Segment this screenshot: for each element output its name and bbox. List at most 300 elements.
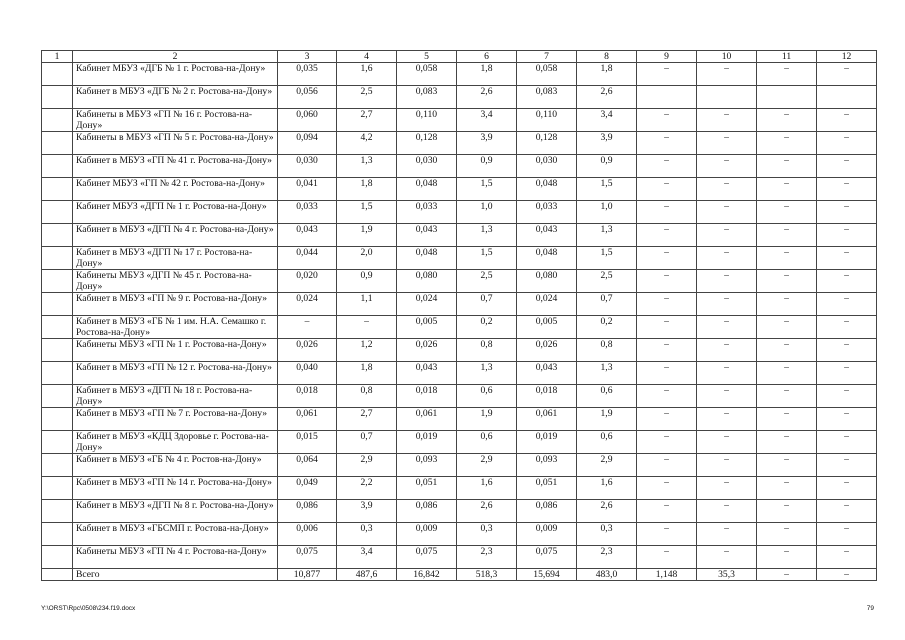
table-cell: 0,9 [457, 155, 517, 178]
table-cell: 3,9 [577, 132, 637, 155]
facility-name-cell: Кабинет в МБУЗ «ДГП № 18 г. Ростова-на-Дону» [73, 385, 278, 408]
table-cell: 0,030 [278, 155, 337, 178]
table-row [42, 316, 877, 339]
table-cell: 0,018 [278, 385, 337, 408]
table-cell: – [637, 546, 697, 569]
table-row [42, 500, 877, 523]
table-cell: 0,018 [517, 385, 577, 408]
facility-name-cell: Кабинет в МБУЗ «КДЦ Здоровье г. Ростова-на-Дону» [73, 431, 278, 454]
table-cell: 0,061 [397, 408, 457, 431]
table-cell: – [697, 477, 757, 500]
table-cell: – [637, 270, 697, 293]
table-cell: 0,093 [397, 454, 457, 477]
table-row [42, 454, 877, 477]
table-cell: – [697, 523, 757, 546]
table-row [42, 523, 877, 546]
table-cell: – [817, 408, 877, 431]
table-cell: – [817, 523, 877, 546]
table-cell: 3,9 [337, 500, 397, 523]
table-cell: 0,048 [517, 247, 577, 270]
table-cell [757, 86, 817, 109]
table-cell: – [637, 339, 697, 362]
table-cell: 0,051 [397, 477, 457, 500]
table-cell: 0,024 [278, 293, 337, 316]
table-cell: – [817, 431, 877, 454]
table-body [42, 63, 877, 581]
table-cell: 1,8 [457, 63, 517, 86]
table-cell: – [817, 201, 877, 224]
table-cell [817, 86, 877, 109]
table-cell: 0,3 [457, 523, 517, 546]
table-cell: 1,3 [337, 155, 397, 178]
table-cell: 0,015 [278, 431, 337, 454]
table-cell: – [817, 385, 877, 408]
table-cell: 2,7 [337, 109, 397, 132]
table-cell: – [637, 362, 697, 385]
table-cell: 0,9 [337, 270, 397, 293]
table-cell: – [757, 132, 817, 155]
column-header: 5 [397, 51, 457, 63]
table-cell: 2,6 [457, 86, 517, 109]
table-cell: 2,9 [457, 454, 517, 477]
total-cell: 487,6 [337, 569, 397, 581]
table-cell: 0,024 [397, 293, 457, 316]
table-cell: 1,9 [577, 408, 637, 431]
table-cell: – [637, 500, 697, 523]
table-cell: – [817, 155, 877, 178]
table-row [42, 385, 877, 408]
table-cell: 0,7 [337, 431, 397, 454]
table-cell [42, 86, 73, 109]
table-cell: – [637, 408, 697, 431]
column-header: 2 [73, 51, 278, 63]
table-cell: – [697, 431, 757, 454]
table-cell: 1,5 [457, 247, 517, 270]
table-cell: 0,7 [457, 293, 517, 316]
table-row [42, 109, 877, 132]
table-cell: 0,110 [517, 109, 577, 132]
table-cell: – [637, 431, 697, 454]
column-header: 1 [42, 51, 73, 63]
table-cell: 0,051 [517, 477, 577, 500]
table-cell: 0,018 [397, 385, 457, 408]
column-header: 8 [577, 51, 637, 63]
table-cell: – [697, 109, 757, 132]
table-cell: – [697, 500, 757, 523]
table-cell: 0,058 [397, 63, 457, 86]
table-row [42, 247, 877, 270]
table-cell: 0,049 [278, 477, 337, 500]
column-header: 11 [757, 51, 817, 63]
total-cell: 16,842 [397, 569, 457, 581]
table-cell: – [697, 339, 757, 362]
table-cell: 1,2 [337, 339, 397, 362]
table-cell: 0,6 [577, 385, 637, 408]
table-cell: – [757, 385, 817, 408]
table-cell: – [817, 63, 877, 86]
table-cell: – [817, 454, 877, 477]
table-cell: – [637, 132, 697, 155]
table-row [42, 293, 877, 316]
table-cell: 0,083 [397, 86, 457, 109]
table-cell: 0,030 [517, 155, 577, 178]
table-cell: – [637, 247, 697, 270]
facility-name-cell: Кабинет в МБУЗ «ДГП № 8 г. Ростова-на-Дону» [73, 500, 278, 523]
table-cell: 2,9 [337, 454, 397, 477]
table-cell: – [697, 546, 757, 569]
table-cell: – [757, 362, 817, 385]
table-cell [42, 523, 73, 546]
table-cell: – [757, 109, 817, 132]
table-cell [42, 477, 73, 500]
table-cell: – [637, 63, 697, 86]
table-cell: 0,6 [457, 431, 517, 454]
table-cell [42, 224, 73, 247]
table-cell: – [757, 155, 817, 178]
table-cell: – [757, 339, 817, 362]
facility-name-cell: Кабинет МБУЗ «ДГБ № 1 г. Ростова-на-Дону» [73, 63, 278, 86]
table-row [42, 63, 877, 86]
table-cell [42, 155, 73, 178]
table-cell: 1,3 [577, 362, 637, 385]
table-cell: 0,043 [517, 362, 577, 385]
table-cell: 1,3 [457, 224, 517, 247]
facility-name-cell: Кабинет в МБУЗ «ДГП № 4 г. Ростова-на-Дону» [73, 224, 278, 247]
table-cell [697, 86, 757, 109]
table-cell: 0,043 [517, 224, 577, 247]
table-row [42, 477, 877, 500]
table-cell: 0,048 [397, 247, 457, 270]
table-cell: 0,026 [278, 339, 337, 362]
table-cell: 2,5 [457, 270, 517, 293]
table-cell [42, 500, 73, 523]
column-header: 12 [817, 51, 877, 63]
table-cell: 2,3 [457, 546, 517, 569]
table-cell: 0,060 [278, 109, 337, 132]
table-cell: – [817, 178, 877, 201]
total-cell: – [817, 569, 877, 581]
table-cell: 0,6 [457, 385, 517, 408]
table-cell: 2,6 [457, 500, 517, 523]
table-cell: 0,8 [577, 339, 637, 362]
table-cell: 0,019 [517, 431, 577, 454]
table-cell: 1,9 [337, 224, 397, 247]
table-row [42, 86, 877, 109]
table-cell: 0,080 [517, 270, 577, 293]
table-cell: 2,3 [577, 546, 637, 569]
table-cell: – [697, 178, 757, 201]
facility-name-cell: Кабинет в МБУЗ «ГБ № 4 г. Ростов-на-Дону» [73, 454, 278, 477]
table-cell: – [337, 316, 397, 339]
total-cell: 483,0 [577, 569, 637, 581]
table-cell: – [757, 178, 817, 201]
column-header: 10 [697, 51, 757, 63]
table-cell: – [697, 362, 757, 385]
table-cell [42, 178, 73, 201]
table-row [42, 339, 877, 362]
table-cell: 1,5 [457, 178, 517, 201]
header-row [42, 51, 877, 63]
page-number: 79 [866, 605, 874, 612]
table-cell: 0,020 [278, 270, 337, 293]
table-cell: 1,9 [457, 408, 517, 431]
table-cell: – [817, 247, 877, 270]
table-cell: 0,064 [278, 454, 337, 477]
table-cell: 0,048 [397, 178, 457, 201]
table-cell: 0,044 [278, 247, 337, 270]
table-cell: 0,033 [397, 201, 457, 224]
table-cell: – [757, 270, 817, 293]
table-cell [42, 63, 73, 86]
total-cell: 35,3 [697, 569, 757, 581]
total-label: Всего [73, 569, 278, 581]
table-cell [42, 431, 73, 454]
table-cell [637, 86, 697, 109]
table-cell: – [757, 63, 817, 86]
facility-name-cell: Кабинеты МБУЗ «ГП № 4 г. Ростова-на-Дону» [73, 546, 278, 569]
table-cell: – [637, 155, 697, 178]
facility-name-cell: Кабинет в МБУЗ «ГБСМП г. Ростова-на-Дону» [73, 523, 278, 546]
table-cell: 0,075 [278, 546, 337, 569]
table-cell: 0,128 [517, 132, 577, 155]
facility-name-cell: Кабинет в МБУЗ «ДГБ № 2 г. Ростова-на-Дону» [73, 86, 278, 109]
table-cell: – [637, 109, 697, 132]
table-cell: 1,5 [577, 178, 637, 201]
table-cell: – [817, 293, 877, 316]
total-cell: 15,694 [517, 569, 577, 581]
table-cell: 3,9 [457, 132, 517, 155]
table-cell: 3,4 [577, 109, 637, 132]
table-cell: 2,5 [337, 86, 397, 109]
facility-name-cell: Кабинет в МБУЗ «ГП № 9 г. Ростова-на-Дону» [73, 293, 278, 316]
file-path: Y:\ORST\Rpc\0508\234.f19.docx [41, 605, 136, 612]
table-row [42, 408, 877, 431]
table-cell: – [697, 385, 757, 408]
column-header: 4 [337, 51, 397, 63]
table-cell: – [817, 339, 877, 362]
table-cell: 2,9 [577, 454, 637, 477]
total-cell: 1,148 [637, 569, 697, 581]
table-cell: 0,8 [337, 385, 397, 408]
table-cell: – [637, 178, 697, 201]
facility-name-cell: Кабинет в МБУЗ «ГП № 41 г. Ростова-на-Дону» [73, 155, 278, 178]
total-cell: 518,3 [457, 569, 517, 581]
table-cell: – [697, 132, 757, 155]
table-cell: 0,083 [517, 86, 577, 109]
table-cell: 0,009 [397, 523, 457, 546]
facility-name-cell: Кабинет в МБУЗ «ДГП № 17 г. Ростова-на-Дону» [73, 247, 278, 270]
table-cell: 0,2 [577, 316, 637, 339]
table-cell: 1,6 [457, 477, 517, 500]
table-row [42, 132, 877, 155]
table-cell: – [637, 224, 697, 247]
table-cell: 0,043 [397, 362, 457, 385]
table-cell: – [817, 362, 877, 385]
table-cell: 0,075 [517, 546, 577, 569]
table-cell: – [697, 408, 757, 431]
table-cell: 2,6 [577, 86, 637, 109]
table-row [42, 270, 877, 293]
table-cell: 1,3 [457, 362, 517, 385]
table-cell [42, 385, 73, 408]
table-cell: 0,128 [397, 132, 457, 155]
facility-name-cell: Кабинеты в МБУЗ «ГП № 5 г. Ростова-на-Дону» [73, 132, 278, 155]
table-cell: 4,2 [337, 132, 397, 155]
facility-name-cell: Кабинеты МБУЗ «ДГП № 45 г. Ростова-на-Дону» [73, 270, 278, 293]
column-header: 7 [517, 51, 577, 63]
table-cell: – [757, 454, 817, 477]
table-cell: – [817, 109, 877, 132]
facility-name-cell: Кабинеты МБУЗ «ГП № 1 г. Ростова-на-Дону» [73, 339, 278, 362]
table-cell: – [637, 477, 697, 500]
table-cell: 0,3 [337, 523, 397, 546]
table-cell: – [817, 316, 877, 339]
table-cell: 0,086 [517, 500, 577, 523]
table-cell [42, 454, 73, 477]
table-cell: 0,061 [278, 408, 337, 431]
table-cell: 1,6 [577, 477, 637, 500]
facility-name-cell: Кабинет МБУЗ «ГП № 42 г. Ростова-на-Дону» [73, 178, 278, 201]
facility-name-cell: Кабинет в МБУЗ «ГБ № 1 им. Н.А. Семашко г. Ростова-на-Дону» [73, 316, 278, 339]
table-cell: – [697, 224, 757, 247]
table-cell: – [757, 500, 817, 523]
total-cell: – [757, 569, 817, 581]
table-cell [42, 339, 73, 362]
table-cell: 0,086 [397, 500, 457, 523]
table-cell: 0,006 [278, 523, 337, 546]
table-row [42, 224, 877, 247]
table-cell: – [817, 270, 877, 293]
table-cell: 0,026 [397, 339, 457, 362]
table-cell [42, 247, 73, 270]
table-cell: – [697, 63, 757, 86]
table-cell: – [757, 201, 817, 224]
table-cell: 0,033 [278, 201, 337, 224]
table-cell: – [637, 316, 697, 339]
table-cell: 0,058 [517, 63, 577, 86]
facility-name-cell: Кабинет МБУЗ «ДГП № 1 г. Ростова-на-Дону» [73, 201, 278, 224]
table-cell: 1,8 [577, 63, 637, 86]
table-cell: 1,1 [337, 293, 397, 316]
table-cell: 1,6 [337, 63, 397, 86]
table-cell: 2,7 [337, 408, 397, 431]
table-cell: – [817, 132, 877, 155]
table-row [42, 546, 877, 569]
table-cell [42, 316, 73, 339]
column-header: 9 [637, 51, 697, 63]
table-cell: 0,056 [278, 86, 337, 109]
table-cell: 2,0 [337, 247, 397, 270]
column-header: 6 [457, 51, 517, 63]
table-cell: – [278, 316, 337, 339]
table-cell: 1,0 [577, 201, 637, 224]
table-cell: 0,086 [278, 500, 337, 523]
table-cell: 0,048 [517, 178, 577, 201]
table-cell: 1,0 [457, 201, 517, 224]
table-cell: – [757, 408, 817, 431]
table-cell: 0,009 [517, 523, 577, 546]
table-cell: – [817, 224, 877, 247]
table-cell: – [757, 546, 817, 569]
table-cell: – [757, 247, 817, 270]
table-cell: 0,030 [397, 155, 457, 178]
table-cell: – [637, 523, 697, 546]
table-cell: – [637, 201, 697, 224]
table-cell: – [697, 155, 757, 178]
table-cell [42, 270, 73, 293]
table-cell: 2,6 [577, 500, 637, 523]
table-cell [42, 546, 73, 569]
table-cell: – [757, 293, 817, 316]
table-cell: – [697, 247, 757, 270]
table-cell: – [637, 293, 697, 316]
table-cell: 0,080 [397, 270, 457, 293]
table-cell: 1,5 [577, 247, 637, 270]
table-cell: 0,033 [517, 201, 577, 224]
table-cell: 0,024 [517, 293, 577, 316]
data-table [41, 50, 877, 581]
table-cell: 0,2 [457, 316, 517, 339]
column-header: 3 [278, 51, 337, 63]
table-cell: 0,094 [278, 132, 337, 155]
table-cell: – [697, 293, 757, 316]
total-cell: 10,877 [278, 569, 337, 581]
table-cell: 3,4 [457, 109, 517, 132]
table-cell: – [757, 224, 817, 247]
table-cell: 0,043 [278, 224, 337, 247]
table-row [42, 155, 877, 178]
table-cell: 0,005 [517, 316, 577, 339]
table-cell: 2,5 [577, 270, 637, 293]
table-cell [42, 109, 73, 132]
table-cell [42, 132, 73, 155]
facility-name-cell: Кабинет в МБУЗ «ГП № 14 г. Ростова-на-Дону» [73, 477, 278, 500]
facility-name-cell: Кабинеты в МБУЗ «ГП № 16 г. Ростова-на-Дону» [73, 109, 278, 132]
table-cell: 0,061 [517, 408, 577, 431]
table-cell: – [697, 316, 757, 339]
table-cell [42, 201, 73, 224]
table-cell: – [697, 454, 757, 477]
table-cell: 0,040 [278, 362, 337, 385]
table-row [42, 201, 877, 224]
table-cell: – [757, 316, 817, 339]
table-cell: – [637, 385, 697, 408]
table-cell: – [757, 523, 817, 546]
table-cell: 1,3 [577, 224, 637, 247]
facility-name-cell: Кабинет в МБУЗ «ГП № 12 г. Ростова-на-Дону» [73, 362, 278, 385]
table-cell [42, 408, 73, 431]
table-cell: – [637, 454, 697, 477]
table-cell: 0,9 [577, 155, 637, 178]
table-cell: – [757, 431, 817, 454]
table-row [42, 178, 877, 201]
table-cell: 1,8 [337, 362, 397, 385]
table-cell: 0,7 [577, 293, 637, 316]
total-cell [42, 569, 73, 581]
table-cell: 0,005 [397, 316, 457, 339]
table-cell: – [697, 201, 757, 224]
table-cell: 0,3 [577, 523, 637, 546]
table-cell [42, 362, 73, 385]
table-cell: 0,043 [397, 224, 457, 247]
table-cell: 0,6 [577, 431, 637, 454]
table-cell: 0,075 [397, 546, 457, 569]
facility-name-cell: Кабинет в МБУЗ «ГП № 7 г. Ростова-на-Дону» [73, 408, 278, 431]
table-cell: 1,5 [337, 201, 397, 224]
table-row [42, 431, 877, 454]
table-cell: 2,2 [337, 477, 397, 500]
table-cell: – [817, 500, 877, 523]
